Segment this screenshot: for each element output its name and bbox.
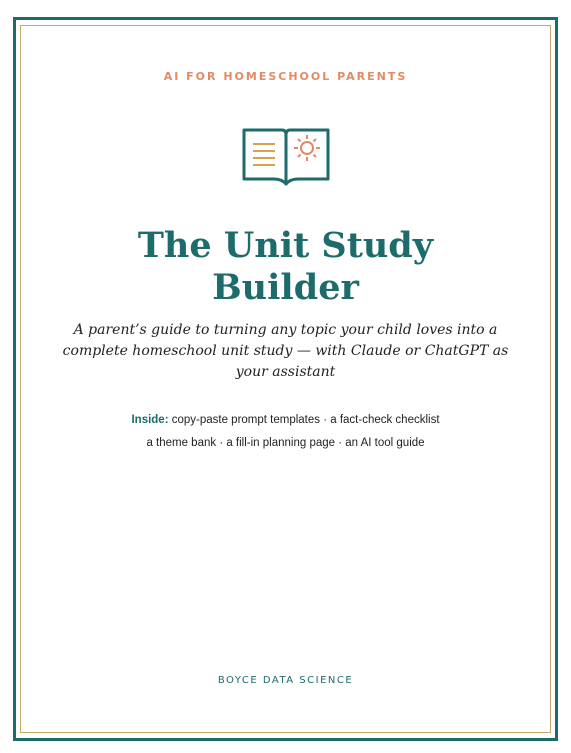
title-line-1: The Unit Study	[137, 225, 434, 266]
document-subtitle: A parent’s guide to turning any topic your child loves into a complete homeschool unit study — with Claude or ChatGPT as your assistant	[62, 322, 509, 380]
eyebrow-label: AI FOR HOMESCHOOL PARENTS	[163, 70, 408, 83]
document-title	[0, 225, 571, 309]
contents-line-1	[0, 409, 571, 432]
contents-summary	[0, 409, 571, 455]
publisher-name: BOYCE DATA SCIENCE	[217, 675, 354, 686]
open-book-sun-icon	[242, 126, 330, 188]
inside-label: Inside:	[131, 414, 169, 426]
contents-line-2: a theme bank · a fill-in planning page · an AI tool guide	[146, 437, 425, 449]
title-line-2: Builder	[212, 267, 359, 308]
contents-text-1: copy-paste prompt templates · a fact-check checklist	[168, 414, 440, 426]
